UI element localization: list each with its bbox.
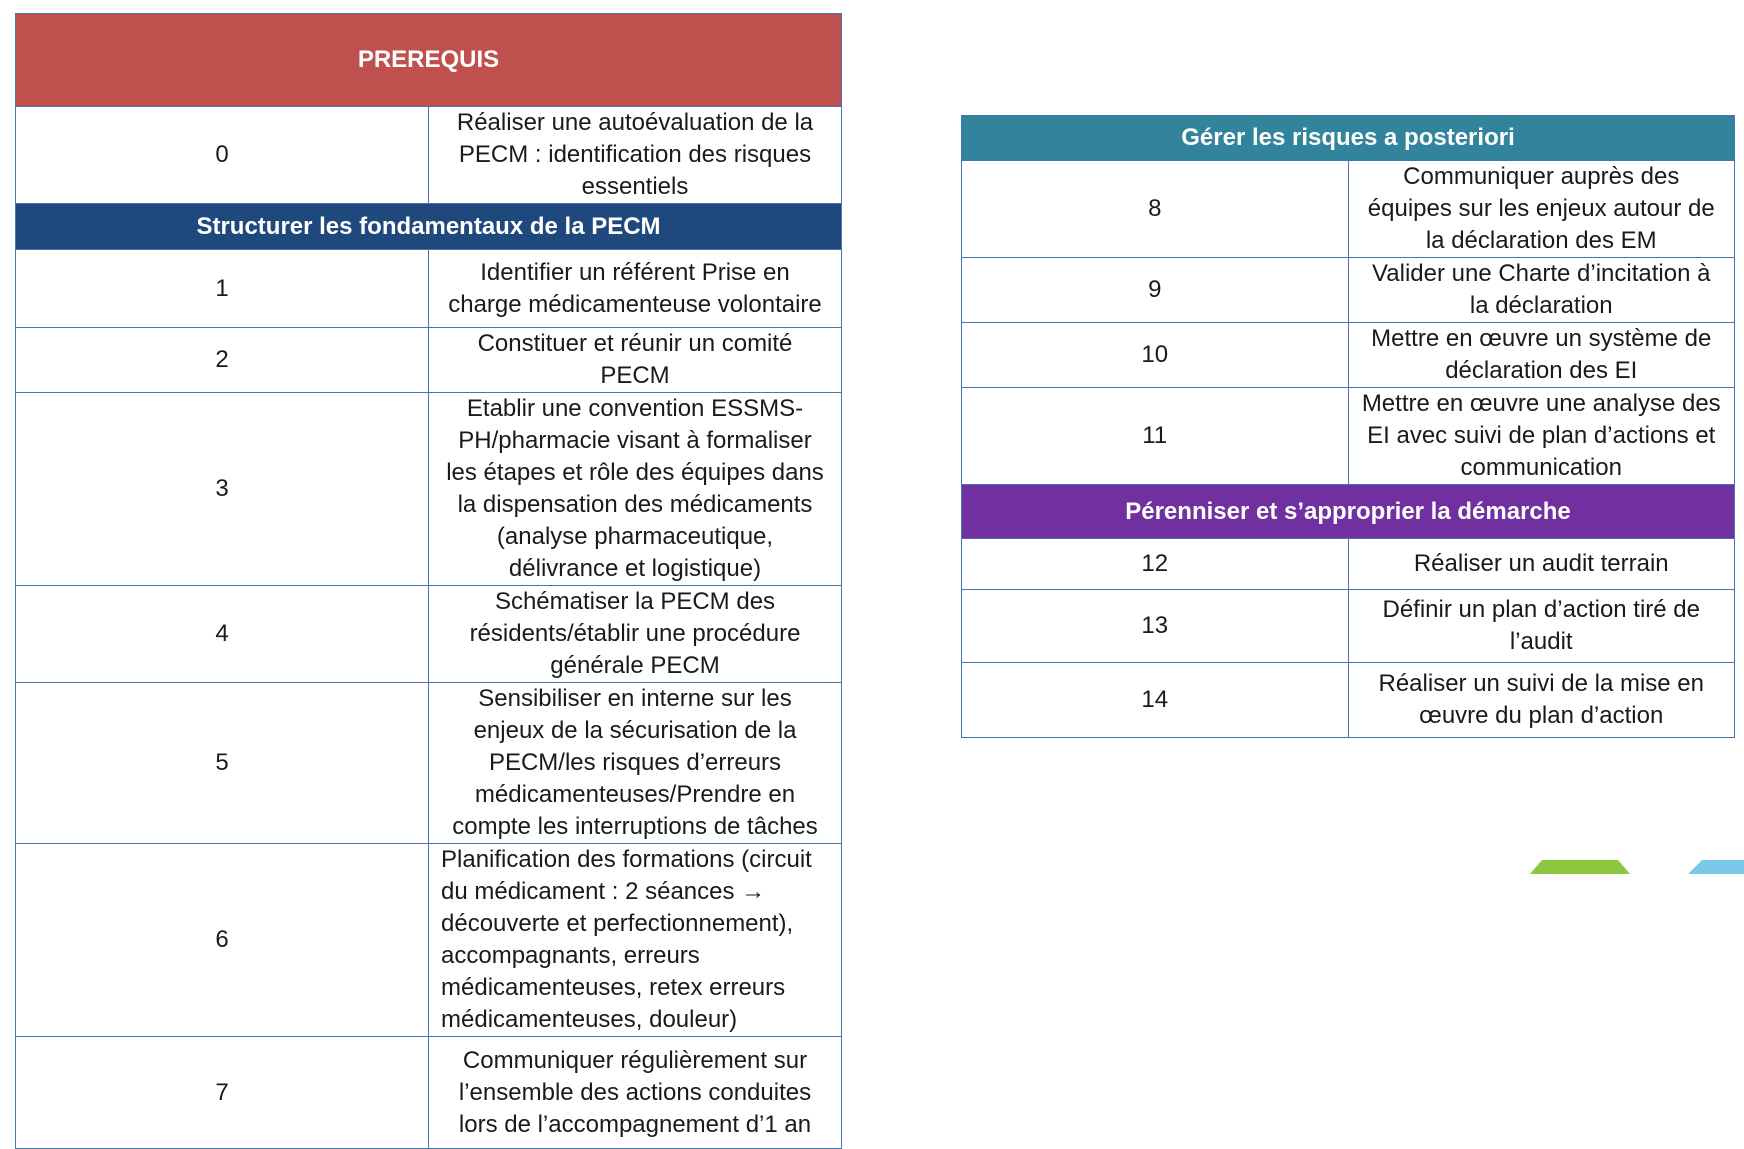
table-row	[962, 388, 1735, 485]
table-row	[16, 1037, 842, 1149]
gerer-header-row	[962, 116, 1735, 161]
row-text: Réaliser une autoévaluation de la PECM : identification des risques essentiels	[429, 107, 842, 204]
row-number: 6	[16, 844, 429, 1037]
row-text: Constituer et réunir un comité PECM	[429, 328, 842, 393]
row-number: 9	[962, 258, 1349, 323]
row-number: 8	[962, 161, 1349, 258]
row-text: Réaliser un audit terrain	[1348, 539, 1735, 590]
table-row	[16, 328, 842, 393]
row-text: Sensibiliser en interne sur les enjeux de la sécurisation de la PECM/les risques d’erreurs médicamenteuses/Prendre en compte les interruptions de tâches	[429, 683, 842, 844]
row-text: Mettre en œuvre une analyse des EI avec suivi de plan d’actions et communication	[1348, 388, 1735, 485]
row-number: 13	[962, 590, 1349, 663]
prerequis-header-row	[16, 14, 842, 107]
row-text: Planification des formations (circuit du médicament : 2 séances → découverte et perfectionnement), accompagnants, erreurs médicamenteuses, retex erreurs médicamenteuses, douleur)	[429, 844, 842, 1037]
row-text: Mettre en œuvre un système de déclaration des EI	[1348, 323, 1735, 388]
row-text: Définir un plan d’action tiré de l’audit	[1348, 590, 1735, 663]
row-text: Identifier un référent Prise en charge médicamenteuse volontaire	[429, 250, 842, 328]
blue-footer-shape	[1688, 860, 1744, 874]
row-number: 7	[16, 1037, 429, 1149]
table-row	[16, 250, 842, 328]
table-row	[962, 539, 1735, 590]
row-text: Communiquer auprès des équipes sur les enjeux autour de la déclaration des EM	[1348, 161, 1735, 258]
row-text: Communiquer régulièrement sur l’ensemble des actions conduites lors de l’accompagnement d’1 an	[429, 1037, 842, 1149]
table-row	[16, 683, 842, 844]
table-row	[962, 161, 1735, 258]
table-row	[16, 107, 842, 204]
row-number: 3	[16, 393, 429, 586]
table-row	[16, 393, 842, 586]
row-number: 4	[16, 586, 429, 683]
table-row	[16, 844, 842, 1037]
table-row	[962, 663, 1735, 738]
prerequis-title: PREREQUIS	[16, 14, 842, 107]
row-number: 10	[962, 323, 1349, 388]
row-number: 5	[16, 683, 429, 844]
perenniser-header-row	[962, 485, 1735, 539]
table-row	[962, 258, 1735, 323]
row-number: 12	[962, 539, 1349, 590]
right-action-table	[961, 115, 1735, 738]
row-number: 0	[16, 107, 429, 204]
row-text: Réaliser un suivi de la mise en œuvre du plan d’action	[1348, 663, 1735, 738]
row-number: 1	[16, 250, 429, 328]
row-text: Etablir une convention ESSMS-PH/pharmacie visant à formaliser les étapes et rôle des équipes dans la dispensation des médicaments (analyse pharmaceutique, délivrance et logistique)	[429, 393, 842, 586]
row-text: Valider une Charte d’incitation à la déclaration	[1348, 258, 1735, 323]
row-number: 2	[16, 328, 429, 393]
table-row	[962, 590, 1735, 663]
table-row	[962, 323, 1735, 388]
gerer-title: Gérer les risques a posteriori	[962, 116, 1735, 161]
perenniser-title: Pérenniser et s’approprier la démarche	[962, 485, 1735, 539]
structurer-header-row	[16, 204, 842, 250]
table-row	[16, 586, 842, 683]
row-text: Schématiser la PECM des résidents/établir une procédure générale PECM	[429, 586, 842, 683]
row-number: 14	[962, 663, 1349, 738]
structurer-title: Structurer les fondamentaux de la PECM	[16, 204, 842, 250]
left-action-table	[15, 13, 842, 1149]
green-footer-shape	[1530, 860, 1630, 874]
row-number: 11	[962, 388, 1349, 485]
